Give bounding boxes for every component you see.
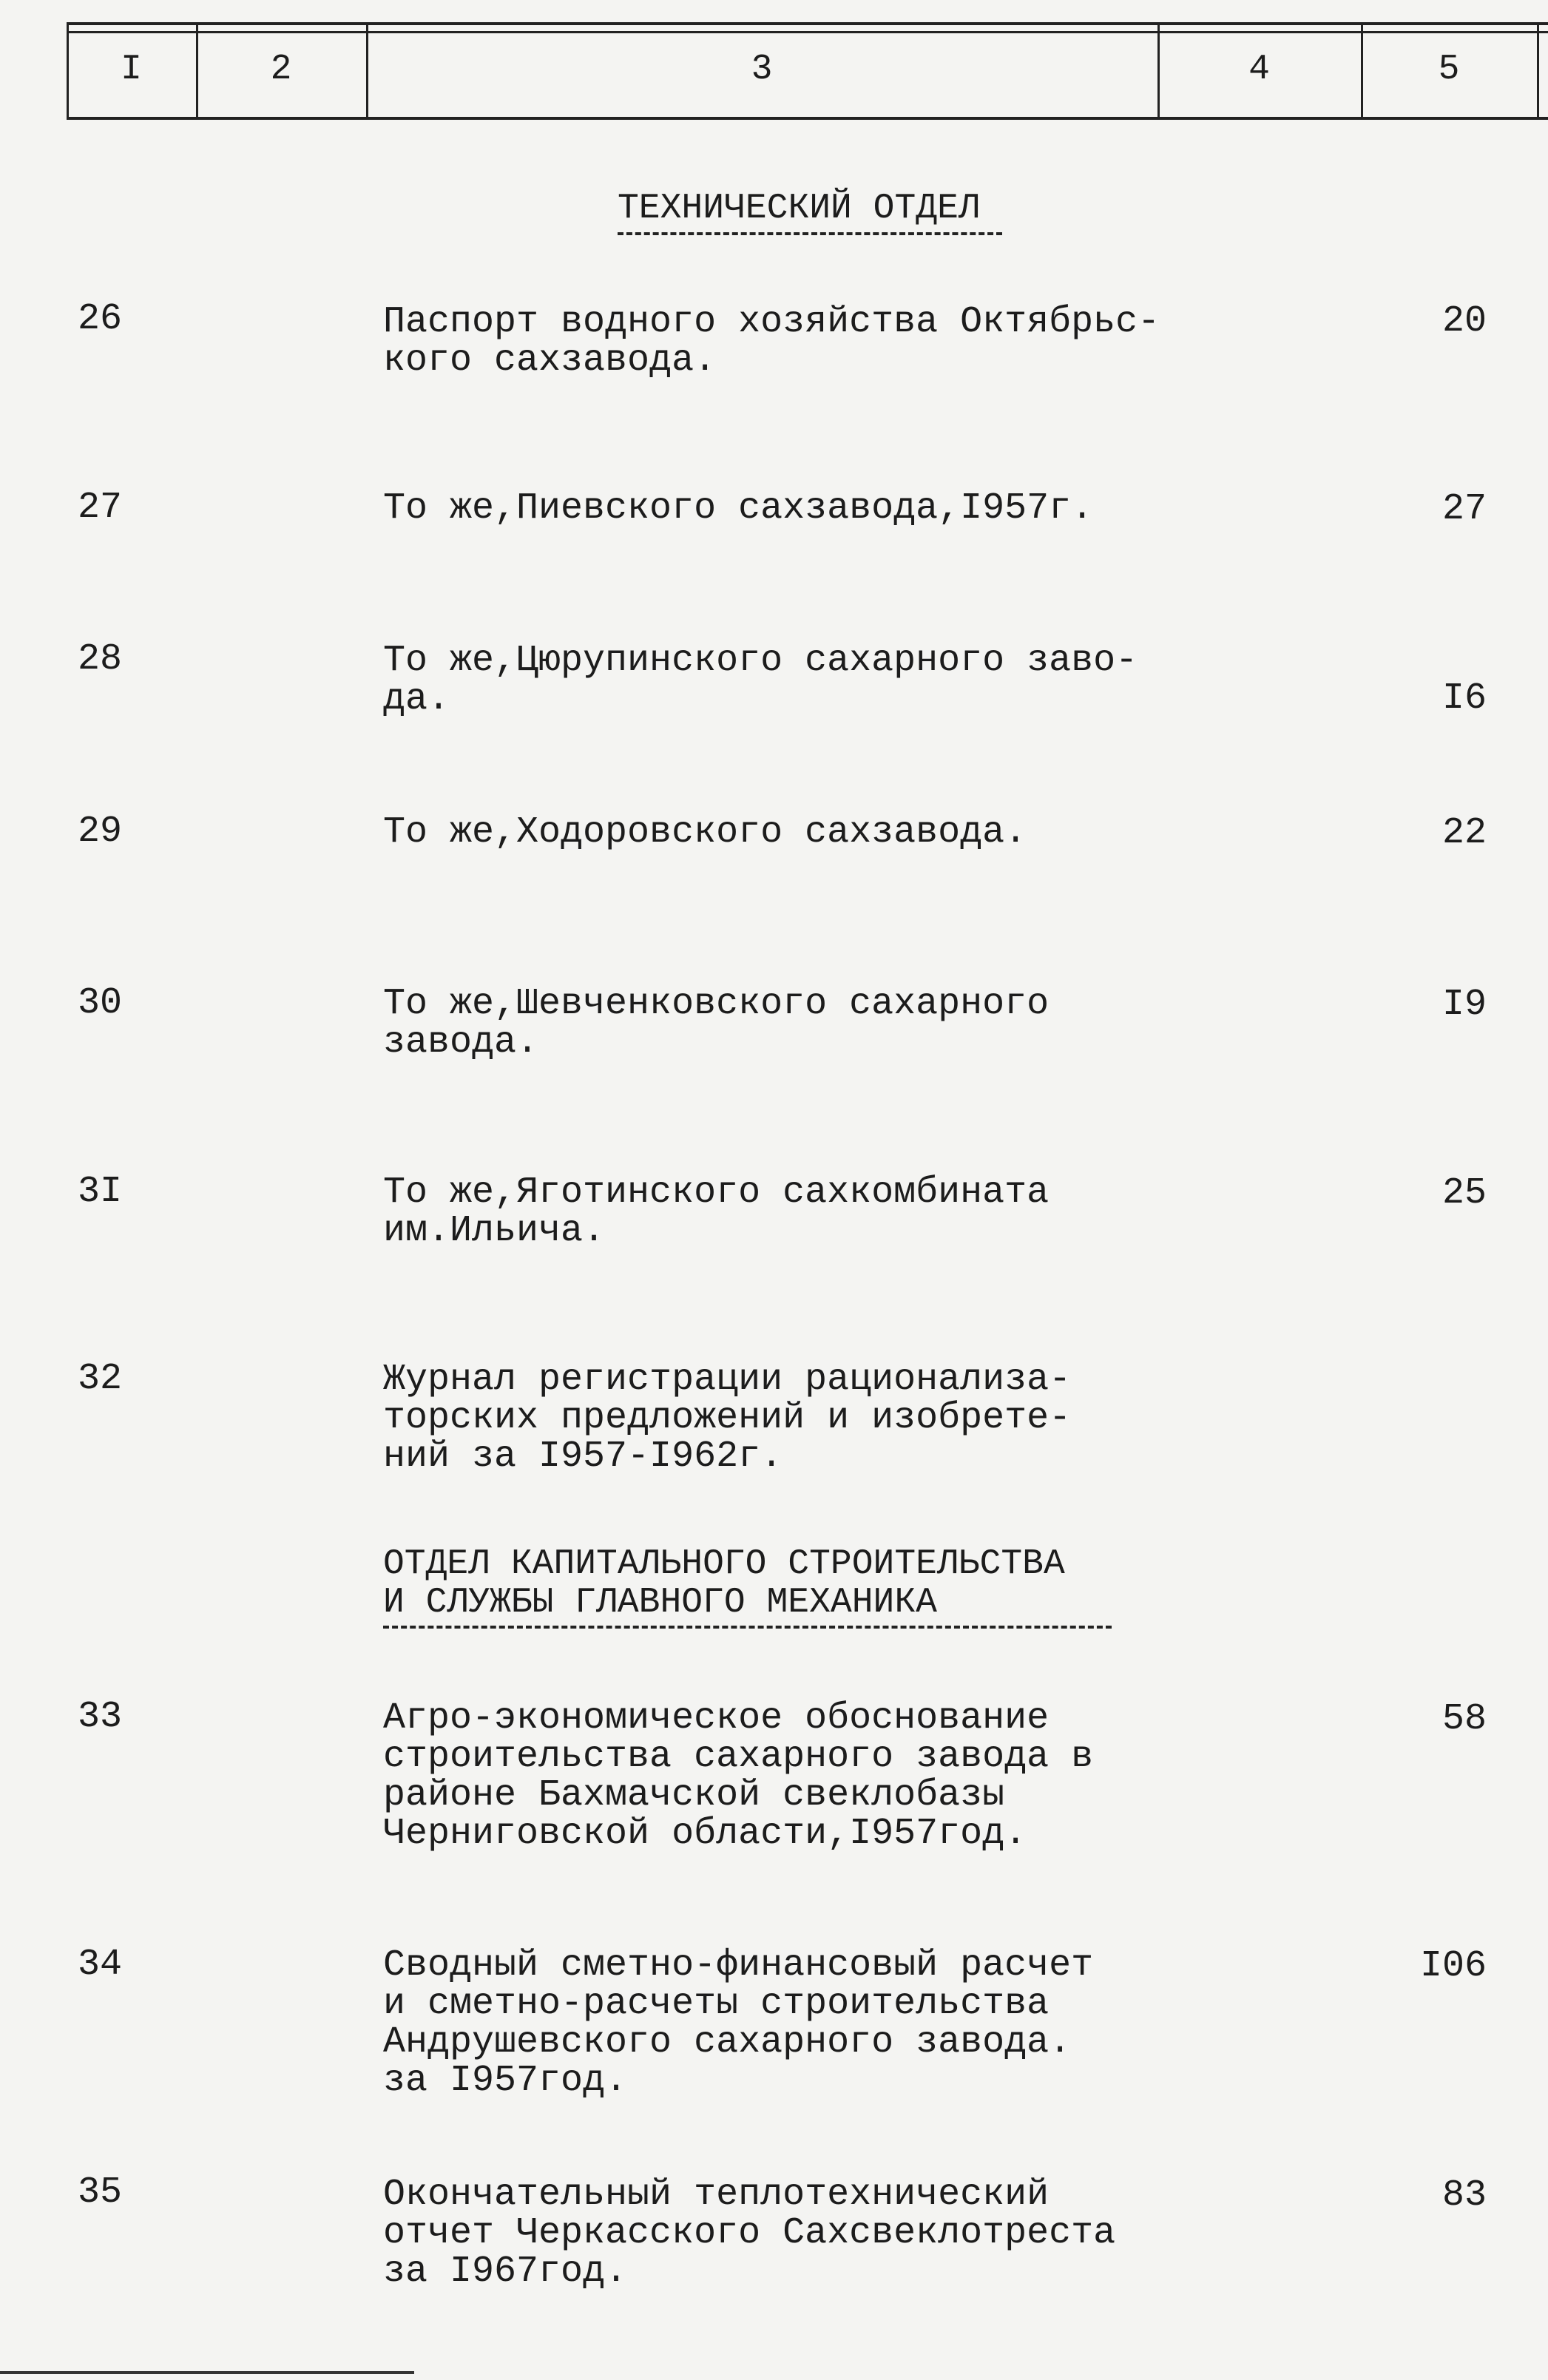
row-description: То же,Шевченковского сахарного завода.: [383, 983, 1050, 1064]
row-number: 26: [78, 298, 123, 340]
row-description: То же,Яготинского сахкомбината им.Ильича.: [383, 1172, 1050, 1252]
row-sheet-count: 27: [1441, 488, 1487, 530]
row-sheet-count: I9: [1441, 984, 1487, 1026]
row-description: То же,Пиевского сахзавода,I957г.: [383, 487, 1094, 530]
header-col-1: I: [121, 50, 142, 89]
row-number: 28: [78, 638, 123, 680]
section-title-capital-construction-line2: И СЛУЖБЫ ГЛАВНОГО МЕХАНИКА: [383, 1583, 937, 1623]
header-bottom-rule: [67, 117, 1548, 120]
section-underline: [618, 232, 1002, 235]
row-number: 34: [78, 1944, 123, 1986]
row-sheet-count: 20: [1441, 300, 1487, 342]
row-sheet-count: 22: [1441, 812, 1487, 854]
row-number: 33: [78, 1696, 123, 1738]
header-divider: [1537, 22, 1539, 120]
section-underline: [383, 1626, 1112, 1629]
header-col-2: 2: [270, 50, 292, 89]
row-description: Окончательный теплотехнический отчет Черкасского Сахсвеклотреста за I967год.: [383, 2174, 1116, 2293]
row-description: Агро-экономическое обоснование строительства сахарного завода в районе Бахмачской свеклобазы Черниговской области,I957год.: [383, 1697, 1094, 1855]
page-bottom-rule: [0, 2371, 414, 2374]
row-number: 29: [78, 811, 123, 853]
header-col-3: 3: [751, 50, 773, 89]
row-description: То же,Цюрупинского сахарного заво- да.: [383, 640, 1138, 720]
row-number: 32: [78, 1358, 123, 1400]
row-number: 35: [78, 2171, 123, 2214]
header-top-rule-inner: [67, 31, 1548, 33]
header-col-5: 5: [1438, 50, 1460, 89]
row-sheet-count: 83: [1441, 2174, 1487, 2217]
row-description: То же,Ходоровского сахзавода.: [383, 811, 1027, 853]
row-description: Паспорт водного хозяйства Октябрьс- кого сахзавода.: [383, 301, 1160, 382]
row-number: 30: [78, 982, 123, 1024]
row-sheet-count: I6: [1441, 677, 1487, 720]
row-sheet-count: 58: [1441, 1698, 1487, 1740]
row-sheet-count: 25: [1441, 1172, 1487, 1214]
header-top-rule: [67, 22, 1548, 25]
row-description: Сводный сметно-финансовый расчет и сметно-расчеты строительства Андрушевского сахарного завода. за I957год.: [383, 1944, 1094, 2102]
section-title-technical: ТЕХНИЧЕСКИЙ ОТДЕЛ: [618, 189, 980, 229]
row-sheet-count: I06: [1419, 1945, 1487, 1987]
row-number: 27: [78, 487, 123, 529]
section-title-capital-construction: ОТДЕЛ КАПИТАЛЬНОГО СТРОИТЕЛЬСТВА: [383, 1544, 1065, 1584]
row-number: 3I: [78, 1171, 123, 1213]
row-description: Журнал регистрации рационализа- торских предложений и изобрете- ний за I957-I962г.: [383, 1359, 1072, 1478]
header-col-4: 4: [1248, 50, 1270, 89]
